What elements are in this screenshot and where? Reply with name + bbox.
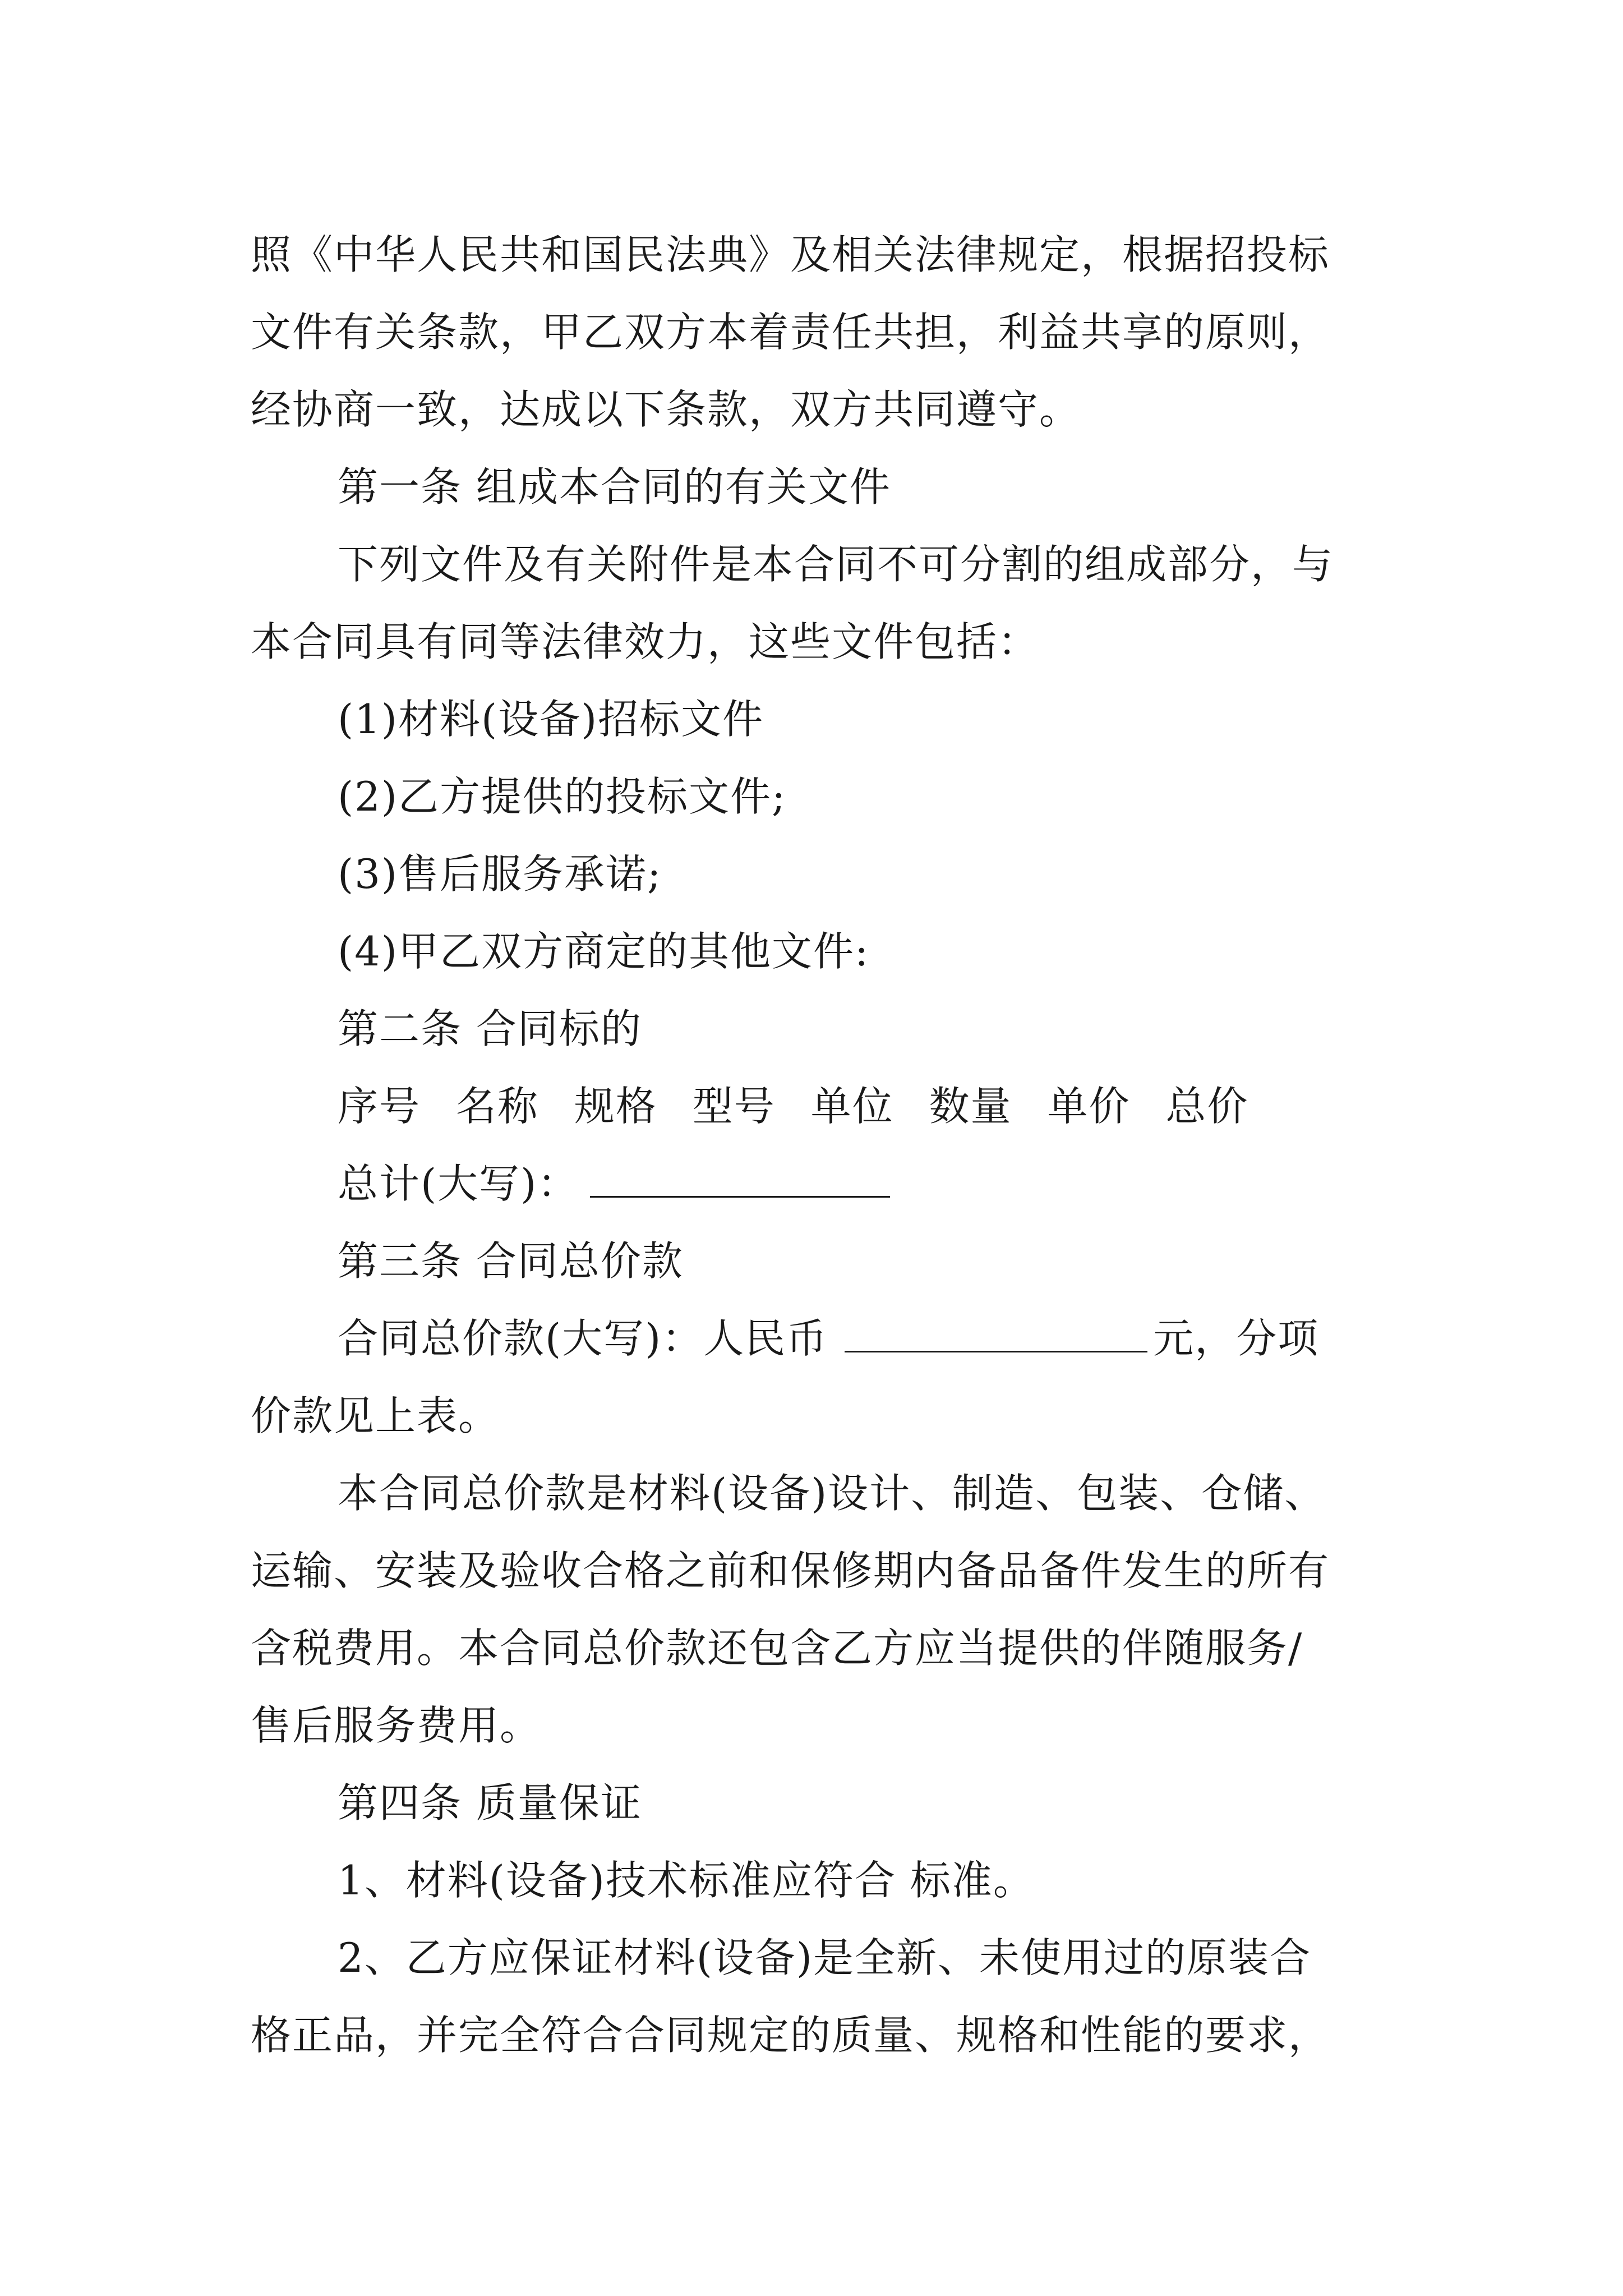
paragraph-line: 本合同总价款是材料(设备)设计、制造、包装、仓储、 [338,1470,1326,1517]
paragraph-line: 文件有关条款，甲乙双方本着责任共担，利益共享的原则， [251,309,1330,356]
article-1-title: 第一条 组成本合同的有关文件 [338,463,891,510]
table-header-cell: 总价 [1165,1083,1249,1130]
paragraph-line: 运输、安装及验收合格之前和保修期内备品备件发生的所有 [251,1547,1330,1594]
article-3-title: 第三条 合同总价款 [338,1237,684,1285]
list-item: (4)甲乙双方商定的其他文件: [338,928,870,975]
list-item: (1)材料(设备)招标文件 [338,696,764,743]
table-header-cell: 单价 [1047,1083,1131,1130]
table-header-cell: 数量 [929,1083,1012,1130]
table-header-row [251,1068,1406,1145]
total-blank-field [590,1165,890,1198]
table-header-cell: 型号 [692,1083,776,1130]
total-label: 总计(大写)： [338,1160,579,1207]
price-line [251,1300,1406,1377]
paragraph-line: 格正品，并完全符合合同规定的质量、规格和性能的要求， [251,2012,1330,2059]
table-header-cell: 单位 [810,1083,894,1130]
table-header-cell: 名称 [455,1083,539,1130]
price-prefix: 合同总价款(大写)：人民币 [338,1315,828,1362]
paragraph-line: 经协商一致，达成以下条款，双方共同遵守。 [251,386,1081,433]
paragraph-line: 照《中华人民共和国民法典》及相关法律规定，根据招投标 [251,231,1330,278]
article-4-title: 第四条 质量保证 [338,1779,642,1826]
paragraph-line: 本合同具有同等法律效力，这些文件包括： [251,618,1040,665]
table-header-cell: 序号 [338,1083,421,1130]
list-item: 1、材料(设备)技术标准应符合 标准。 [338,1857,1035,1904]
paragraph-line: 价款见上表。 [251,1392,500,1439]
paragraph-line: 售后服务费用。 [251,1702,542,1749]
price-blank-field [845,1319,1147,1352]
table-header-cell: 规格 [574,1083,657,1130]
article-2-title: 第二条 合同标的 [338,1005,642,1052]
paragraph-line: 下列文件及有关附件是本合同不可分割的组成部分，与 [338,541,1334,588]
list-item: (2)乙方提供的投标文件; [338,773,787,820]
list-item: 2、乙方应保证材料(设备)是全新、未使用过的原装合 [338,1934,1311,1981]
list-item: (3)售后服务承诺; [338,850,662,898]
paragraph-line: 含税费用。本合同总价款还包含乙方应当提供的伴随服务/ [251,1625,1303,1672]
total-line [251,1145,1406,1222]
document-body [251,216,1406,2074]
price-suffix: 元，分项 [1153,1315,1320,1362]
